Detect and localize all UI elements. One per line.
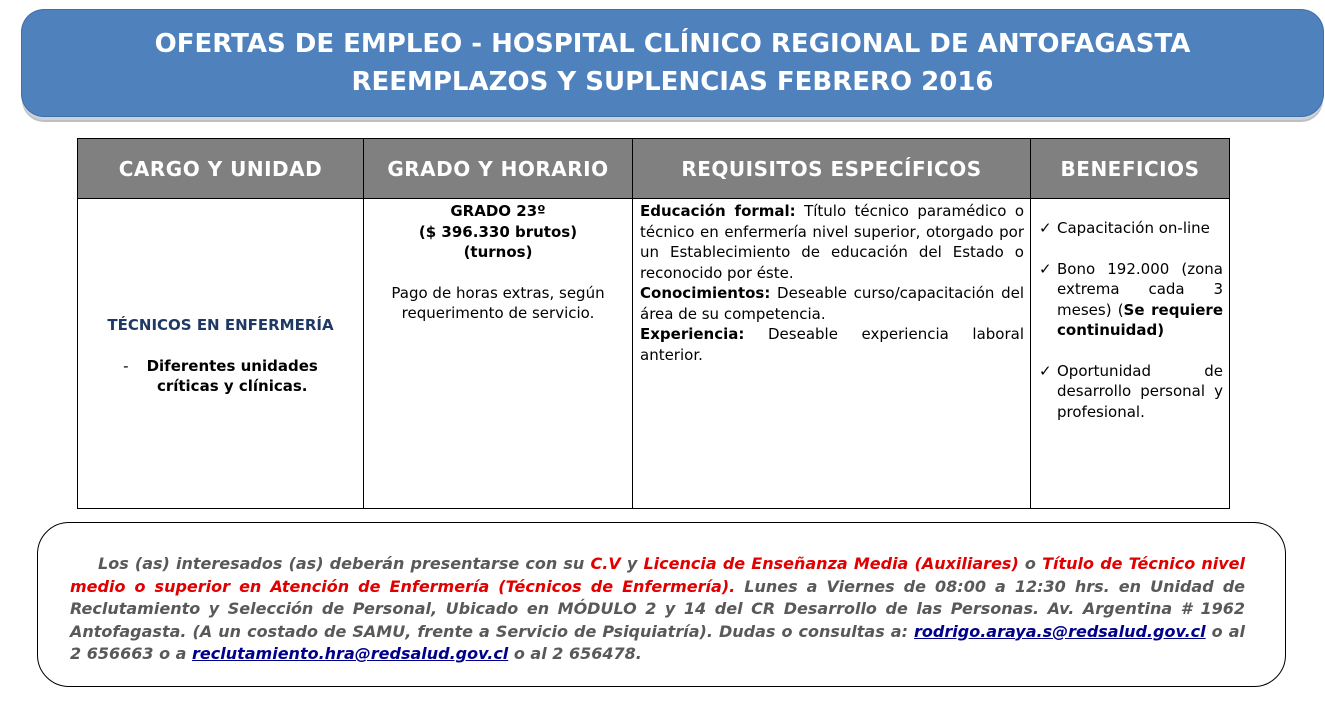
bonus-text: Bono 192.000 (zona extrema cada 3 meses) ( bbox=[1057, 259, 1223, 319]
requirement-knowledge bbox=[640, 283, 1024, 324]
requirement-experience bbox=[640, 324, 1024, 365]
units-line-1: Diferentes unidades bbox=[146, 356, 318, 375]
notice-text: o bbox=[1018, 554, 1043, 573]
banner-title: OFERTAS DE EMPLEO - HOSPITAL CLÍNICO REGIONAL DE ANTOFAGASTA bbox=[154, 29, 1191, 59]
cell-beneficios bbox=[1031, 199, 1230, 509]
table-header-row bbox=[78, 139, 1230, 199]
cell-cargo bbox=[78, 199, 364, 509]
header-beneficios: BENEFICIOS bbox=[1031, 139, 1230, 199]
header-requisitos: REQUISITOS ESPECÍFICOS bbox=[633, 139, 1031, 199]
schedule-label: (turnos) bbox=[463, 243, 533, 261]
units-item bbox=[78, 356, 363, 397]
notice-highlight-license: Licencia de Enseñanza Media (Auxiliares) bbox=[643, 554, 1019, 573]
education-label: Educación formal: bbox=[640, 202, 796, 220]
check-icon: ✓ bbox=[1039, 259, 1052, 278]
overtime-text: Pago de horas extras, según requerimento de servicio. bbox=[391, 283, 605, 322]
email-link-reclutamiento[interactable]: reclutamiento.hra@redsalud.gov.cl bbox=[192, 644, 509, 663]
benefit-item bbox=[1039, 259, 1223, 341]
notice-highlight-title: Título de Técnico nivel medio o superior en Atención de Enfermería (Técnicos de Enfermería). bbox=[70, 554, 1246, 596]
title-banner bbox=[22, 10, 1323, 116]
check-icon: ✓ bbox=[1039, 219, 1052, 237]
salary-label: ($ 396.330 brutos) bbox=[418, 222, 578, 241]
check-icon: ✓ bbox=[1039, 361, 1052, 380]
benefit-text bbox=[1057, 259, 1223, 341]
knowledge-label: Conocimientos: bbox=[640, 284, 771, 302]
units-text bbox=[147, 356, 318, 397]
banner-subtitle: REEMPLAZOS Y SUPLENCIAS FEBRERO 2016 bbox=[351, 67, 994, 97]
job-offers-table bbox=[77, 138, 1230, 509]
application-notice bbox=[37, 522, 1286, 687]
email-link-rodrigo[interactable]: rodrigo.araya.s@redsalud.gov.cl bbox=[914, 621, 1206, 641]
bonus-condition: Se requiere continuidad) bbox=[1057, 300, 1223, 339]
notice-text: o al 2 656663 o a bbox=[70, 621, 1246, 663]
position-title: TÉCNICOS EN ENFERMERÍA bbox=[107, 316, 334, 334]
notice-text: y bbox=[620, 554, 644, 573]
table-row bbox=[78, 199, 1230, 509]
knowledge-text: Deseable curso/capacitación del área de su competencia. bbox=[640, 284, 1024, 323]
benefit-text: Oportunidad de desarrollo personal y profesional. bbox=[1057, 361, 1223, 421]
cell-requisitos bbox=[633, 199, 1031, 509]
notice-text: Los (as) interesados (as) deberán presentarse con su bbox=[98, 554, 591, 573]
education-text: Título técnico paramédico o técnico en enfermería nivel superior, otorgado por un Establecimiento de educación del Estado o reconocido por éste. bbox=[640, 202, 1024, 282]
benefit-item bbox=[1039, 218, 1223, 239]
header-cargo: CARGO Y UNIDAD bbox=[78, 139, 364, 199]
requirement-education bbox=[640, 201, 1024, 283]
bullet-dash: - bbox=[123, 356, 129, 375]
notice-text: Lunes a Viernes de 08:00 a 12:30 hrs. en Unidad de Reclutamiento y Selección de Personal, Ubicado en MÓDULO 2 y 14 del CR Desarrollo de las Personas. Av. Argentina # 1962 Antofagasta. (A un costado de SAMU, frente a Servicio de Psiquiatría). Dudas o consultas a: bbox=[70, 576, 1246, 641]
experience-label: Experiencia: bbox=[640, 325, 745, 343]
units-line-2: críticas y clínicas. bbox=[156, 377, 308, 395]
benefit-text: Capacitación on-line bbox=[1057, 219, 1210, 237]
notice-text: o al 2 656478. bbox=[508, 644, 642, 663]
header-grado: GRADO Y HORARIO bbox=[364, 139, 633, 199]
grade-label: GRADO 23º bbox=[450, 202, 546, 220]
notice-highlight-cv: C.V bbox=[590, 554, 621, 573]
experience-text: Deseable experiencia laboral anterior. bbox=[640, 325, 1024, 364]
cell-grado bbox=[364, 199, 633, 509]
benefit-item bbox=[1039, 361, 1223, 423]
